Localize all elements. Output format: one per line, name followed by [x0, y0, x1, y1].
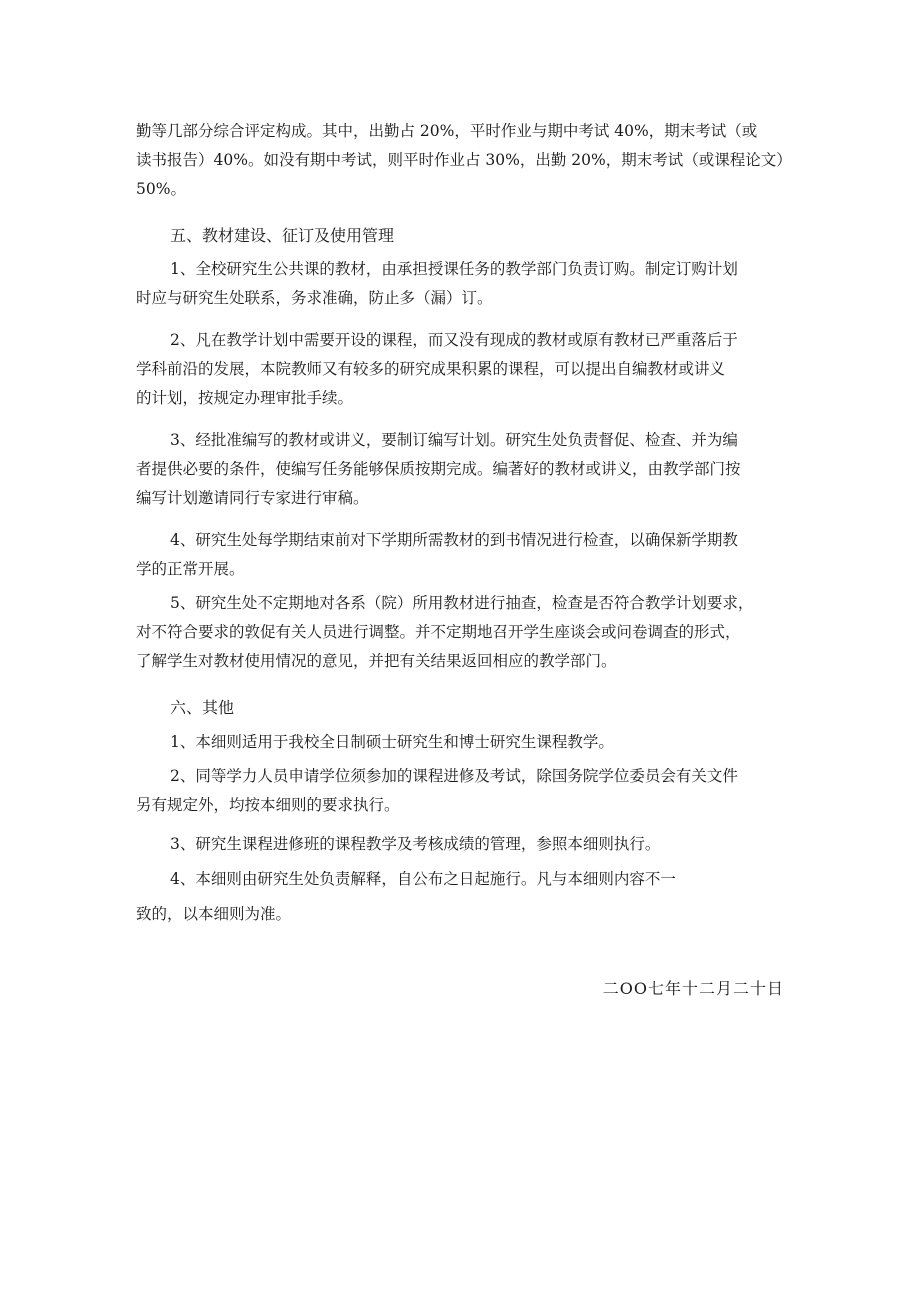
section-heading: 六、其他 — [170, 698, 235, 717]
section6-item-3 — [136, 830, 790, 859]
text-line: 时应与研究生处联系，务求准确，防止多（漏）订。 — [136, 289, 493, 307]
text-line: 致的，以本细则为准。 — [136, 905, 292, 923]
text-line: 4、本细则由研究生处负责解释，自公布之日起施行。凡与本细则内容不一 — [170, 870, 676, 888]
section6-item-4 — [136, 865, 790, 929]
text-line: 勤等几部分综合评定构成。其中，出勤占 20%，平时作业与期中考试 40%，期末考试（或 — [136, 122, 758, 140]
text-line: 2、凡在教学计划中需要开设的课程，而又没有现成的教材或原有教材已严重落后于 — [170, 331, 738, 349]
text-line: 4、研究生处每学期结束前对下学期所需教材的到书情况进行检查，以确保新学期教 — [170, 531, 738, 549]
section5-item-3 — [136, 426, 790, 513]
section6-item-2 — [136, 762, 790, 820]
text-line: 3、研究生课程进修班的课程教学及考核成绩的管理，参照本细则执行。 — [170, 835, 661, 853]
document-date: 二OO七年十二月二十日 — [602, 979, 784, 998]
text-line: 学科前沿的发展，本院教师又有较多的研究成果积累的课程，可以提出自编教材或讲义 — [136, 360, 726, 378]
section5-item-5 — [136, 589, 790, 676]
text-line: 的计划，按规定办理审批手续。 — [136, 389, 354, 407]
text-line: 者提供必要的条件，使编写任务能够保质按期完成。编著好的教材或讲义，由教学部门按 — [136, 460, 741, 478]
section-heading: 五、教材建设、征订及使用管理 — [170, 226, 395, 245]
section5-item-2 — [136, 326, 790, 413]
text-line: 对不符合要求的敦促有关人员进行调整。并不定期地召开学生座谈会或问卷调查的形式， — [136, 623, 741, 641]
text-line: 编写计划邀请同行专家进行审稿。 — [136, 489, 369, 507]
text-line: 3、经批准编写的教材或讲义，要制订编写计划。研究生处负责督促、检查、并为编 — [170, 431, 738, 449]
text-line: 读书报告）40%。如没有期中考试，则平时作业占 30%，出勤 20%，期末考试（或课程论文） — [136, 151, 792, 169]
text-line: 5、研究生处不定期地对各系（院）所用教材进行抽查，检查是否符合教学计划要求， — [170, 594, 754, 612]
text-line: 2、同等学力人员申请学位须参加的课程进修及考试，除国务院学位委员会有关文件 — [170, 767, 738, 785]
text-line: 了解学生对教材使用情况的意见，并把有关结果返回相应的教学部门。 — [136, 652, 617, 670]
text-line: 学的正常开展。 — [136, 560, 245, 578]
section5-item-1 — [136, 255, 790, 313]
text-line: 50%。 — [136, 180, 186, 198]
section6-item-1 — [136, 728, 790, 757]
text-line: 1、本细则适用于我校全日制硕士研究生和博士研究生课程教学。 — [170, 733, 614, 751]
section5-item-4 — [136, 526, 790, 584]
text-line: 1、全校研究生公共课的教材，由承担授课任务的教学部门负责订购。制定订购计划 — [170, 260, 738, 278]
intro-paragraph — [136, 117, 790, 204]
text-line: 另有规定外，均按本细则的要求执行。 — [136, 796, 400, 814]
